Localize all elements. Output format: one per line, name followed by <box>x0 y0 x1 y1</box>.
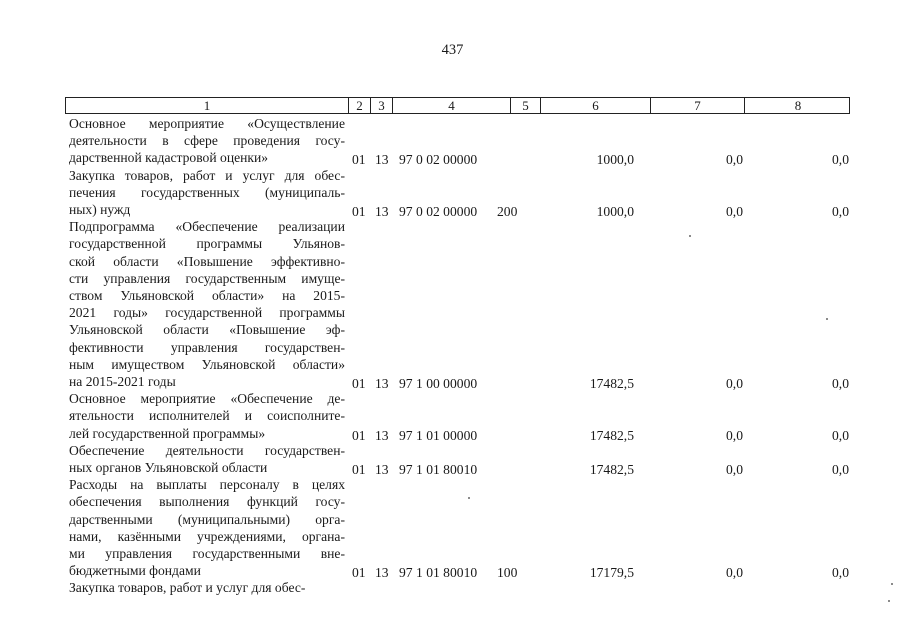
row-expense-type: 200 <box>497 204 518 219</box>
row-subsection-code: 13 <box>375 152 389 168</box>
row-target-article: 97 1 01 00000 <box>399 427 478 443</box>
row-amount-3: 0,0 <box>832 376 849 391</box>
header-col-5: 5 <box>510 98 540 113</box>
row-amount-1: 1000,0 <box>596 204 634 219</box>
row-amount-2: 0,0 <box>726 152 743 168</box>
row-name-line: Закупка товаров, работ и услуг для обес- <box>69 167 345 183</box>
row-name-line: деятельности в сфере проведения госу- <box>69 133 345 149</box>
row-amount-2: 0,0 <box>726 427 743 443</box>
row-name-line: Основное мероприятие «Осуществление <box>69 116 345 131</box>
header-col-7: 7 <box>650 98 744 113</box>
scan-speck <box>689 235 691 237</box>
row-name-line: ской области «Повышение эффективно- <box>69 253 345 269</box>
row-section-code: 01 <box>352 204 366 219</box>
row-target-article: 97 0 02 00000 <box>399 152 478 168</box>
row-name-line: ных) нужд <box>69 202 131 217</box>
row-name-line: дарственной кадастровой оценки» <box>69 150 269 166</box>
row-name-line: печения государственных (муниципаль- <box>69 184 345 200</box>
header-col-3: 3 <box>370 98 392 113</box>
row-name-line: ятельности исполнителей и соисполните- <box>69 408 345 424</box>
row-name-line: Основное мероприятие «Обеспечение де- <box>69 391 345 407</box>
page-number: 437 <box>441 42 464 58</box>
scan-speck <box>891 583 893 585</box>
row-name-line: обеспечения выполнения функций госу- <box>69 494 345 510</box>
row-amount-2: 0,0 <box>726 462 743 477</box>
row-section-code: 01 <box>352 462 366 477</box>
row-target-article: 97 1 00 00000 <box>399 376 478 391</box>
row-name-line: государственной программы Ульянов- <box>69 236 345 252</box>
row-target-article: 97 1 01 80010 <box>399 462 478 477</box>
row-name-line: Закупка товаров, работ и услуг для обес- <box>69 580 306 596</box>
row-name-line: Обеспечение деятельности государствен- <box>69 442 345 458</box>
row-name-line: лей государственной программы» <box>69 425 266 441</box>
row-amount-1: 17482,5 <box>589 376 634 391</box>
row-name-line: Ульяновской области «Повышение эф- <box>69 322 345 338</box>
row-amount-2: 0,0 <box>726 376 743 391</box>
row-expense-type: 100 <box>497 565 518 581</box>
row-amount-2: 0,0 <box>726 204 743 219</box>
row-amount-1: 17482,5 <box>589 462 634 477</box>
row-name <box>69 218 345 390</box>
row-section-code: 01 <box>352 152 366 168</box>
header-col-2: 2 <box>348 98 370 113</box>
row-name-line: Подпрограмма «Обеспечение реализации <box>69 219 345 235</box>
table-header <box>65 97 850 114</box>
row-amount-3: 0,0 <box>832 152 849 168</box>
row-amount-3: 0,0 <box>832 427 849 443</box>
row-amount-1: 17482,5 <box>589 427 634 443</box>
row-target-article: 97 1 01 80010 <box>399 565 478 581</box>
row-name-line: ством Ульяновской области» на 2015- <box>69 288 345 303</box>
row-name-line: ным имуществом Ульяновской области» <box>69 356 345 372</box>
row-name <box>69 476 345 579</box>
row-name-line: бюджетными фондами <box>69 563 201 579</box>
row-subsection-code: 13 <box>375 462 389 477</box>
row-name <box>69 442 345 476</box>
scan-speck <box>468 497 470 499</box>
row-name-line: фективности управления государствен- <box>69 339 345 355</box>
row-amount-1: 17179,5 <box>589 565 634 581</box>
header-col-1: 1 <box>203 98 211 113</box>
row-name-line: ных органов Ульяновской области <box>69 460 268 475</box>
row-name-line: нами, казёнными учреждениями, органа- <box>69 528 345 544</box>
row-amount-3: 0,0 <box>832 204 849 219</box>
row-section-code: 01 <box>352 376 366 391</box>
row-subsection-code: 13 <box>375 376 389 391</box>
row-name <box>69 390 345 442</box>
row-name <box>69 115 345 167</box>
header-col-8: 8 <box>744 98 851 113</box>
header-col-4: 4 <box>392 98 510 113</box>
row-amount-3: 0,0 <box>832 462 849 477</box>
row-name-line: сти управления государственным имуще- <box>69 270 345 286</box>
row-subsection-code: 13 <box>375 427 389 443</box>
row-section-code: 01 <box>352 427 366 443</box>
row-amount-1: 1000,0 <box>596 152 634 168</box>
row-name-line: ми управления государственными вне- <box>69 546 345 561</box>
row-target-article: 97 0 02 00000 <box>399 204 478 219</box>
scan-speck <box>826 318 828 320</box>
row-amount-3: 0,0 <box>832 565 849 581</box>
row-section-code: 01 <box>352 565 366 581</box>
row-subsection-code: 13 <box>375 204 389 219</box>
row-amount-2: 0,0 <box>726 565 743 581</box>
header-col-6: 6 <box>540 98 650 113</box>
row-name <box>69 579 345 596</box>
row-name-line: на 2015-2021 годы <box>69 374 176 390</box>
row-subsection-code: 13 <box>375 565 389 581</box>
row-name-line: дарственными (муниципальными) орга- <box>69 511 345 527</box>
scan-speck <box>888 600 890 602</box>
row-name-line: Расходы на выплаты персоналу в целях <box>69 477 345 493</box>
row-name-line: 2021 годы» государственной программы <box>69 305 345 321</box>
row-name <box>69 167 345 219</box>
